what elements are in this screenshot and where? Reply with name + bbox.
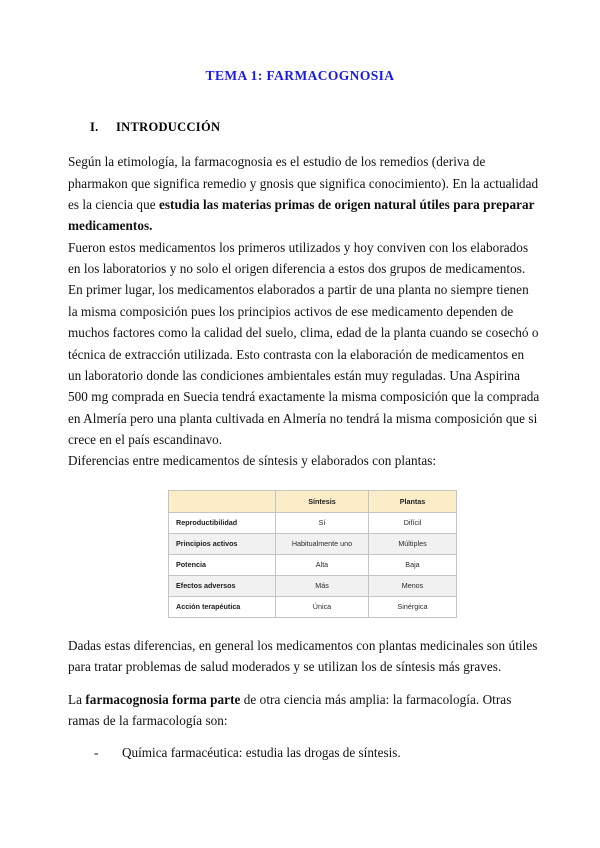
table-cell-sintesis: Habitualmente uno	[276, 533, 369, 554]
paragraph-intro-text: Según la etimología, la farmacognosia es el estudio de los remedios (deriva de pharmakon que significa remedio y gnosis que significa conocimiento). En la actualidad es la ciencia que	[68, 154, 539, 212]
table-cell-sintesis: Más	[276, 575, 369, 596]
table-row	[169, 533, 457, 554]
table-row-label: Reproductibilidad	[169, 512, 276, 533]
table-cell-sintesis: Única	[276, 596, 369, 617]
table-cell-sintesis: Sí	[276, 512, 369, 533]
table-cell-plantas: Menos	[369, 575, 457, 596]
paragraph-plantas-medicinales: Dadas estas diferencias, en general los medicamentos con plantas medicinales son útiles para tratar problemas de salud moderados y se utilizan los de síntesis más graves.	[68, 637, 538, 675]
table-body	[169, 512, 457, 617]
table-row-label: Principios activos	[169, 533, 276, 554]
table-row-label: Acción terapéutica	[169, 596, 276, 617]
spacer	[68, 618, 540, 635]
document-body	[0, 135, 600, 764]
table-row-label: Potencia	[169, 554, 276, 575]
paragraph-intro-emphasis: estudia las materias primas de origen natural útiles para preparar medicamentos.	[68, 196, 535, 234]
paragraph-farmacologia-prefix: La	[68, 691, 86, 707]
table-row-label: Efectos adversos	[169, 575, 276, 596]
list-item	[94, 742, 540, 763]
table-header	[169, 490, 457, 512]
paragraph-farmacologia-emphasis: farmacognosia forma parte	[85, 691, 241, 707]
table-row	[169, 554, 457, 575]
section-label: INTRODUCCIÓN	[116, 120, 221, 135]
paragraph-composicion-factores: En primer lugar, los medicamentos elaborados a partir de una planta no siempre tienen la misma composición pues los principios activos de ese medicamento dependen de muchos factores como la calidad del suelo, clima, edad de la planta cuando se cosechó o técnica de extracción utilizada. Esto contrasta con la elaboración de medicamentos en un laboratorio donde las condiciones ambientales están muy reguladas. Una Aspirina 500 mg comprada en Suecia tendrá exactamente la misma composición que la comprada en Almería pero una planta cultivada en Almería no tendrá la misma composición que si crece en el país escandinavo.	[68, 282, 540, 448]
comparison-table	[168, 490, 457, 618]
spacer	[68, 678, 540, 689]
section-heading	[0, 84, 600, 135]
table-cell-plantas: Baja	[369, 554, 457, 575]
paragraph-intro	[68, 151, 540, 237]
spacer	[68, 731, 540, 742]
page-title: TEMA 1: FARMACOGNOSIA	[205, 68, 395, 83]
table-cell-plantas: Difícil	[369, 512, 457, 533]
table-row	[169, 575, 457, 596]
table-cell-sintesis: Alta	[276, 554, 369, 575]
table-header-corner	[169, 490, 276, 512]
table-header-row	[169, 490, 457, 512]
paragraph-farmacologia-suffix: de otra ciencia más amplia: la farmacología. Otras ramas de la farmacología son:	[68, 691, 512, 728]
paragraph-farmacologia	[68, 689, 540, 732]
comparison-table-container	[68, 472, 540, 618]
table-cell-plantas: Múltiples	[369, 533, 457, 554]
ramas-list	[68, 742, 540, 763]
table-cell-plantas: Sinérgica	[369, 596, 457, 617]
table-row	[169, 512, 457, 533]
list-marker: -	[94, 745, 99, 761]
paragraph-medicamentos-primeros: Fueron estos medicamentos los primeros utilizados y hoy conviven con los elaborados en los laboratorios y no solo el origen diferencia a estos dos grupos de medicamentos.	[68, 239, 529, 277]
table-row	[169, 596, 457, 617]
list-item-text: Química farmacéutica: estudia las drogas de síntesis.	[122, 745, 401, 761]
paragraph-diferencias-lead-in: Diferencias entre medicamentos de síntesis y elaborados con plantas:	[68, 453, 437, 469]
table-header-sintesis: Síntesis	[276, 490, 369, 512]
section-number: I.	[90, 120, 99, 135]
table-header-plantas: Plantas	[369, 490, 457, 512]
